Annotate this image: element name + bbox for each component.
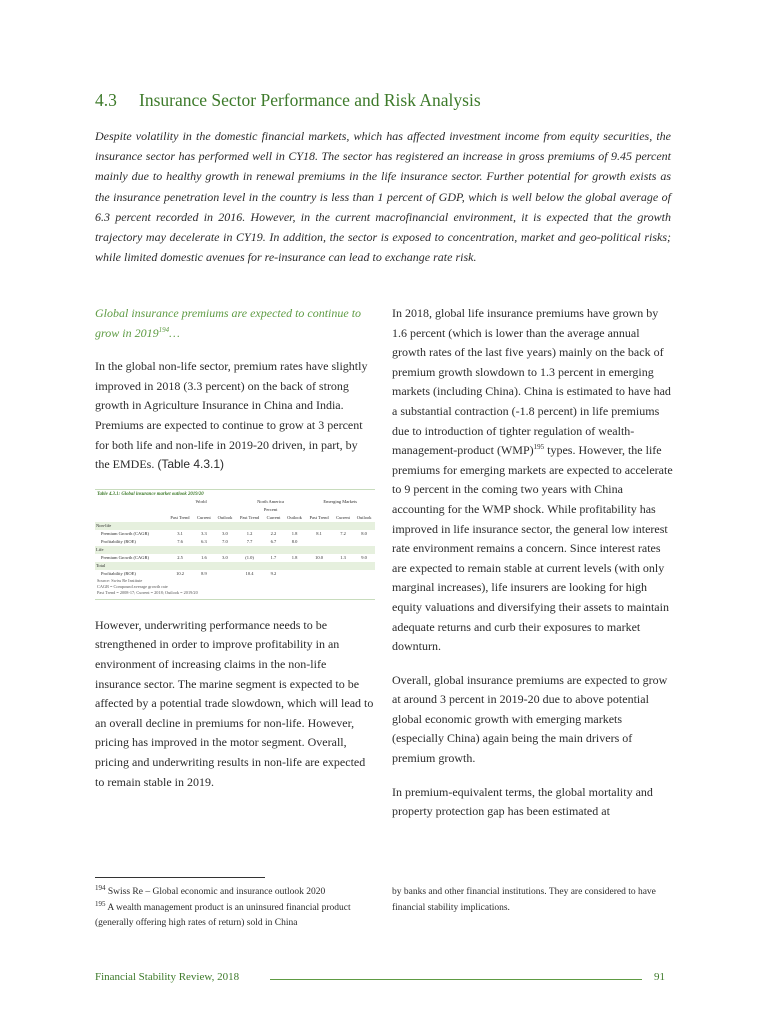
footnote-ref-195[interactable]: 195 <box>533 443 545 452</box>
table-cell: 7.6 <box>177 538 183 544</box>
footer-divider <box>270 979 642 980</box>
table-subheader: Current <box>197 514 211 520</box>
paragraph-nonlife: In the global non-life sector, premium rates have slightly improved in 2018 (3.3 percent) on the back of strong growth in Agriculture Insurance in China and India. Premiums are expected to continue to grow at 3 percent for both life and non-life in 2019-20 driven, in part, by the EMDEs. (Table 4.3.1) <box>95 359 368 472</box>
table-cell: 3.0 <box>222 530 228 536</box>
table-note: CAGR = Compound average growth rate <box>97 583 168 589</box>
table-row-label: Premium Growth (CAGR) <box>101 554 149 560</box>
table-cell: 10.4 <box>245 570 254 576</box>
table-cell: 9.2 <box>270 570 277 576</box>
section-number: 4.3 <box>95 90 117 110</box>
table-region-header: Emerging Markets <box>323 498 357 504</box>
paragraph-protection-gap: In premium-equivalent terms, the global mortality and property protection gap has been estimated at <box>392 784 653 819</box>
table-row <box>95 538 375 546</box>
table-row <box>95 570 375 578</box>
table-cell: 1.8 <box>291 554 298 560</box>
footnote-194: $^{194}$ Swiss Re – Global economic and insurance outlook 2020 <box>95 883 326 897</box>
table-subheader: Current <box>266 514 281 520</box>
table-row <box>95 530 375 538</box>
table-cell: 8.0 <box>291 538 298 544</box>
table-group-label: Total <box>95 562 375 570</box>
table-cell: 6.7 <box>270 538 277 544</box>
table-cell: 1.2 <box>246 530 253 536</box>
table-notes <box>95 578 375 596</box>
footer-title: Financial Stability Review, 2018 <box>95 971 240 983</box>
table-group-label: Non-life <box>95 522 375 530</box>
left-column <box>95 304 375 806</box>
table-cell: 1.6 <box>201 554 207 560</box>
table-subheader: Outlook <box>356 514 372 520</box>
table-reference-link[interactable]: (Table 4.3.1) <box>157 457 225 472</box>
table-row-label: Premium Growth (CAGR) <box>101 530 149 536</box>
table-group-label: Life <box>95 546 375 554</box>
outlook-table-grid <box>95 498 375 578</box>
table-cell <box>333 538 353 546</box>
footnote-195: $^{195}$ A wealth management product is an uninsured financial product (generally offering high rates of return) sold in China <box>95 899 351 928</box>
table-cell: 7.7 <box>246 538 253 544</box>
footnotes-right <box>392 885 674 916</box>
table-cell: 2.5 <box>177 554 183 560</box>
table-cell: 8.9 <box>201 570 207 576</box>
intro-paragraph: Despite volatility in the domestic financial markets, which has affected investment income from equity securities, the insurance sector has performed well in CY18. The sector has registered an increase in gross premiums of 9.45 percent mainly due to healthy growth in renewal premiums in the life insurance sector. Further potential for growth exists as the insurance penetration level in the country is less than 1 percent of GDP, which is well below the global average of 6.3 percent recorded in 2016. However, in the current macrofinancial environment, it is expected that the growth trajectory may decelerate in CY19. In addition, the sector is exposed to concentration, market and geo-political risks; while limited domestic avenues for re-insurance can lead to exchange rate risk. <box>95 129 671 265</box>
table-row <box>95 554 375 562</box>
outlook-table <box>95 489 375 600</box>
footnotes-left <box>95 885 377 932</box>
table-cell: 8.0 <box>361 530 367 536</box>
table-subheader-row <box>95 514 375 522</box>
table-cell <box>305 570 332 578</box>
table-subheader: Past Trend <box>309 514 329 520</box>
page-number: 91 <box>654 971 665 983</box>
table-region-header: World <box>195 498 207 504</box>
footnote-195-continued: by banks and other financial institutions. They are considered to have financial stability implications. <box>392 887 656 913</box>
table-subheader: Outlook <box>217 514 233 520</box>
section-title: Insurance Sector Performance and Risk Analysis <box>139 90 481 110</box>
subheading: Global insurance premiums are expected to continue to grow in 2019$^{194}$… <box>95 306 362 340</box>
table-note: Past Trend = 2008-17; Current = 2018; Outlook = 2019/20 <box>97 589 198 595</box>
table-cell <box>333 570 353 578</box>
table-cell <box>353 538 375 546</box>
table-title: Table 4.3.1: Global insurance market outlook 2019/20 <box>97 491 204 497</box>
table-unit-row <box>95 506 375 514</box>
table-region-header: North America <box>257 498 285 504</box>
table-group-row <box>95 562 375 570</box>
table-cell <box>284 570 306 578</box>
paragraph-life-premiums: In 2018, global life insurance premiums have grown by 1.6 percent (which is lower than the average annual growth rates of the last five years) mainly on the back of premium growth slowdown to 1.3 percent in emerging markets (including China). China is estimated to have had a substantial contraction (-1.8 percent) in life premiums due to introduction of tighter regulation of wealth-management-product (WMP)$^{195}$ types. However, the life premiums for emerging markets are expected to accelerate to 9 percent in the coming two years with China accounting for the WMP shock. While profitability has improved in life insurance sector, the general low interest rate environment remains a concern. Since interest rates are expected to remain stable at current levels (with only marginal increases), life insurers are looking for high equity valuations and diversifying their assets to maintain adequate returns and curb their exposures to market downturn. <box>392 306 673 654</box>
paragraph-underwriting: However, underwriting performance needs to be strengthened in order to improve profitability in an environment of increasing claims in the non-life insurance sector. The marine segment is expected to be affected by a potential trade slowdown, which will lead to an overall decline in premiums for non-life. However, pricing has improved in the motor segment. Overall, pricing and underwriting results in non-life are expected to remain stable in 2019. <box>95 617 374 789</box>
table-subheader: Current <box>336 514 350 520</box>
table-cell: 6.3 <box>201 538 207 544</box>
footnote-ref-194[interactable]: 194 <box>158 325 170 334</box>
paragraph-overall-premiums: Overall, global insurance premiums are expected to grow at around 3 percent in 2019-20 due to above potential global economic growth with emerging markets (especially China) again being the main drivers of premium growth. <box>392 672 668 766</box>
table-subheader: Outlook <box>287 514 302 520</box>
table-cell: 7.2 <box>340 530 346 536</box>
table-group-row <box>95 546 375 554</box>
table-group-row <box>95 522 375 530</box>
table-cell: 10.0 <box>315 554 324 560</box>
footnote-divider <box>95 877 265 878</box>
table-cell: 9.0 <box>361 554 367 560</box>
table-cell: 3.1 <box>177 530 183 536</box>
table-subheader: Past Trend <box>239 514 260 520</box>
table-cell: 1.3 <box>340 554 346 560</box>
table-cell <box>353 570 375 578</box>
table-cell: 8.1 <box>316 530 322 536</box>
table-cell: 3.0 <box>222 554 228 560</box>
table-cell: 1.7 <box>270 554 277 560</box>
right-column <box>392 304 674 836</box>
table-region-header-row <box>95 498 375 506</box>
table-note: Source: Swiss Re Institute <box>97 577 143 583</box>
table-row-label: Profitability (ROE) <box>101 570 136 576</box>
table-cell: 2.2 <box>270 530 277 536</box>
section-heading <box>95 90 481 111</box>
table-unit: Percent <box>263 506 278 512</box>
table-cell: (1.0) <box>245 554 254 560</box>
table-cell <box>214 570 236 578</box>
table-cell: 7.0 <box>222 538 228 544</box>
table-cell: 10.2 <box>176 570 184 576</box>
table-subheader: Past Trend <box>170 514 190 520</box>
table-cell: 3.3 <box>201 530 207 536</box>
table-cell <box>305 538 332 546</box>
table-cell: 1.8 <box>291 530 298 536</box>
table-row-label: Profitability (ROE) <box>101 538 136 544</box>
